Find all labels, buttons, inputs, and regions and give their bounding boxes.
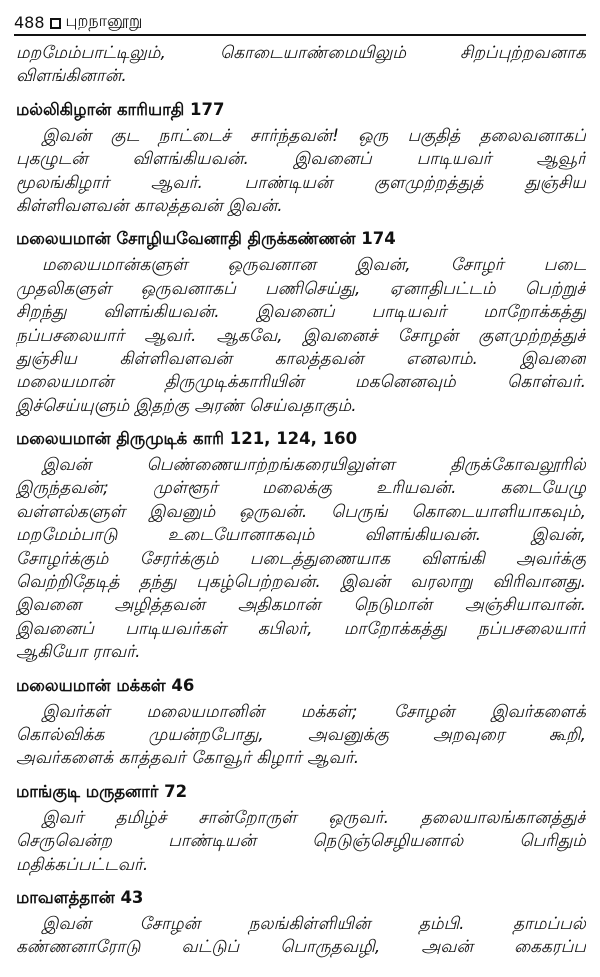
text-line: மதிக்கப்பட்டவர்.	[16, 854, 149, 875]
text-line: இவனை அழித்தவன் அதிகமான் நெடுமான் அஞ்சியாவான்.	[16, 595, 586, 616]
text-line: இவன் குட நாட்டைச் சார்ந்தவன்! ஒரு பகுதித் தலைவனாகப்	[42, 125, 586, 146]
entry-heading: மலையமான் திருமுடிக் காரி 121, 124, 160	[16, 429, 358, 449]
text-line: மலையமான்களுள் ஒருவனான இவன், சோழர் படை	[42, 255, 586, 276]
entry-heading: மாவளத்தான் 43	[16, 887, 144, 907]
text-line: சோழர்க்கும் சேரர்க்கும் படைத்துணையாக விளங்கி அவர்க்கு	[16, 548, 586, 569]
entry-section	[16, 428, 586, 665]
text-line: இவர் தமிழ்ச் சான்றோருள் ஒருவர். தலையாலங்கானத்துச்	[42, 807, 586, 828]
text-line: மலையமான் திருமுடிக்காரியின் மகனெனவும் கொள்வர்.	[16, 372, 586, 393]
text-line: புகழுடன் விளங்கியவன். இவனைப் பாடியவர் ஆவூர்	[16, 149, 586, 170]
text-line: முதலிகளுள் ஒருவனாகப் பணிசெய்து, ஏனாதிபட்டம் பெற்றுச்	[16, 278, 586, 299]
entry-heading: மாங்குடி மருதனார் 72	[16, 781, 188, 801]
entry-section	[16, 887, 586, 960]
text-line: இவன் சோழன் நலங்கிள்ளியின் தம்பி. தாமப்பல்	[42, 913, 586, 934]
text-line: இருந்தவன்; முள்ளூர் மலைக்கு உரியவன். கடையேழு	[16, 478, 586, 499]
book-title: புறநானூறு	[65, 11, 143, 30]
text-line: சிறந்து விளங்கியவன். இவனைப் பாடியவர் மாறோக்கத்து	[16, 302, 586, 323]
text-line: செருவென்ற பாண்டியன் நெடுஞ்செழியனால் பெரிதும்	[16, 831, 586, 852]
text-line: மறமேம்பாடு உடையோனாகவும் விளங்கியவன். இவன்,	[16, 525, 586, 546]
running-header	[14, 4, 586, 36]
text-line: விளங்கினான்.	[16, 66, 127, 87]
text-line: வள்ளல்களுள் இவனும் ஒருவன். பெருங் கொடையாளியாகவும்,	[16, 501, 586, 522]
entry-section	[16, 99, 586, 219]
text-line: கொல்விக்க முயன்றபோது, அவனுக்கு அறவுரை கூறி,	[16, 724, 586, 745]
text-line: வெற்றிதேடித் தந்து புகழ்பெற்றவன். இவன் வரலாறு விரிவானது.	[16, 572, 586, 593]
entry-heading: மலையமான் மக்கள் 46	[16, 675, 195, 695]
entry-section	[16, 228, 586, 418]
entry-section	[16, 42, 586, 89]
text-line: இவனைப் பாடியவர்கள் கபிலர், மாறோக்கத்து நப்பசலையார்	[16, 618, 586, 639]
text-line: இச்செய்யுளும் இதற்கு அரண் செய்வதாகும்.	[16, 395, 357, 416]
text-line: மறமேம்பாட்டிலும், கொடையாண்மையிலும் சிறப்புற்றவனாக	[16, 43, 586, 63]
entry-section	[16, 675, 586, 771]
square-bullet-icon	[50, 18, 61, 29]
entry-heading: மல்லிகிழான் காரியாதி 177	[16, 99, 225, 119]
text-line: கண்ணனாரோடு வட்டுப் பொருதவழி, அவன் கைகரப்ப	[16, 937, 586, 958]
text-line: கிள்ளிவளவன் காலத்தவன் இவன்.	[16, 195, 283, 216]
page-body	[16, 42, 586, 960]
page-number: 488	[14, 13, 45, 32]
entry-heading: மலையமான் சோழியவேனாதி திருக்கண்ணன் 174	[16, 229, 396, 249]
text-line: அவர்களைக் காத்தவர் கோவூர் கிழார் ஆவர்.	[16, 748, 360, 769]
text-line: இவன் பெண்ணையாற்றங்கரையிலுள்ள திருக்கோவலூரில்	[42, 455, 586, 476]
entry-section	[16, 781, 586, 877]
text-line: ஆகியோ ராவர்.	[16, 642, 141, 663]
text-line: மூலங்கிழார் ஆவர். பாண்டியன் குளமுற்றத்துத் துஞ்சிய	[16, 172, 586, 193]
text-line: இவர்கள் மலையமானின் மக்கள்; சோழன் இவர்களைக்	[42, 701, 586, 722]
text-line: துஞ்சிய கிள்ளிவளவன் காலத்தவன் எனலாம். இவனை	[16, 348, 586, 369]
text-line: நப்பசலையார் ஆவர். ஆகவே, இவனைச் சோழன் குளமுற்றத்துச்	[16, 325, 586, 346]
